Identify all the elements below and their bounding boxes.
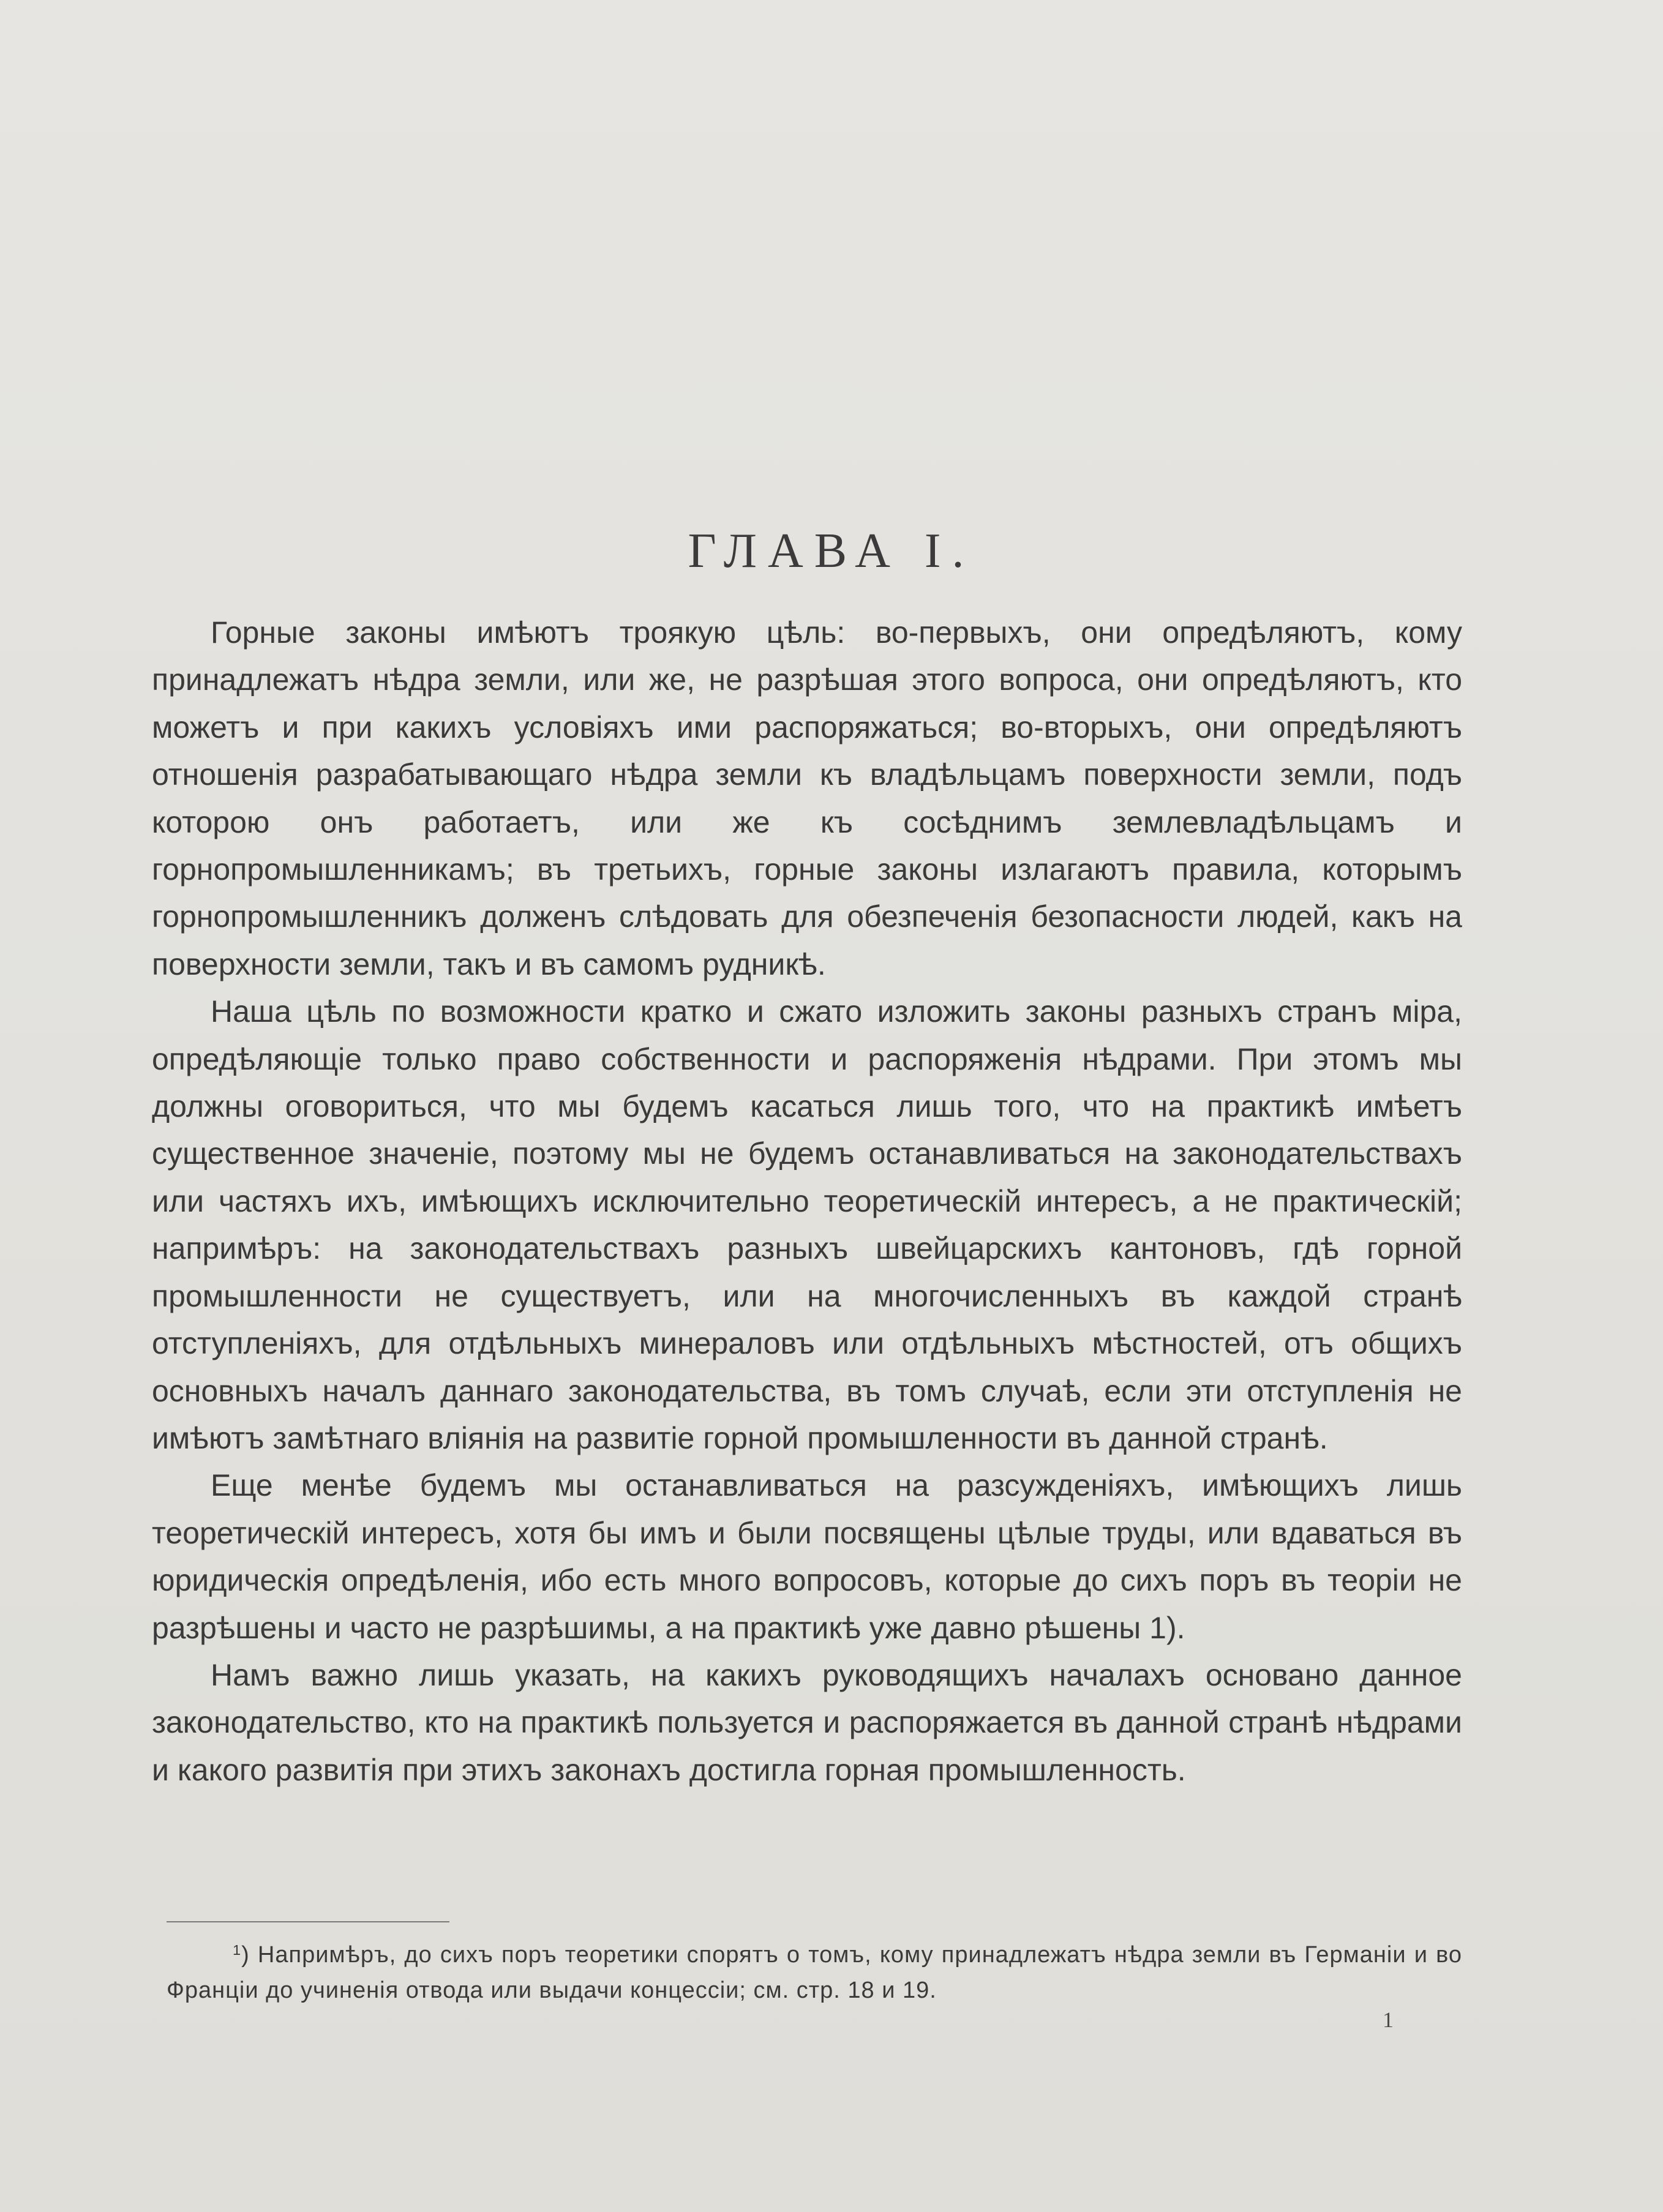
paragraph-3-text: Еще менѣе будемъ мы останавливаться на разсужденіяхъ, имѣющихъ лишь теоретическій интересъ, хотя бы имъ и были посвящены цѣлые труды, или вдаваться въ юридическія опредѣленія, ибо есть много вопросовъ, которые до сихъ поръ въ теоріи не разрѣшены и часто не разрѣшимы, а на практикѣ уже давно рѣшены — [152, 1468, 1462, 1645]
footnote — [167, 1937, 1462, 2008]
footnote-reference: 1). — [1149, 1610, 1185, 1645]
footnote-text: ) Напримѣръ, до сихъ поръ теоретики спорятъ о томъ, кому принадлежатъ нѣдра земли въ Германіи и во Франціи до учиненія отвода или выдачи концессіи; см. стр. 18 и 19. — [167, 1942, 1462, 2003]
chapter-body — [152, 609, 1462, 1794]
paragraph-1: Горные законы имѣютъ троякую цѣль: во-первыхъ, они опредѣляютъ, кому принадлежатъ нѣдра земли, или же, не разрѣшая этого вопроса, они опредѣляютъ, кто можетъ и при какихъ условіяхъ ими распоряжаться; во-вторыхъ, они опредѣляютъ отношенія разрабатывающаго нѣдра земли къ владѣльцамъ поверхности земли, подъ которою онъ работаетъ, или же къ сосѣднимъ землевладѣльцамъ и горнопромышленникамъ; въ третьихъ, горные законы излагаютъ правила, которымъ горнопромышленникъ долженъ слѣдовать для обезпеченія безопасности людей, какъ на поверхности земли, такъ и въ самомъ рудникѣ. — [152, 615, 1462, 981]
paragraph-2: Наша цѣль по возможности кратко и сжато изложить законы разныхъ странъ міра, опредѣляющіе только право собственности и распоряженія нѣдрами. При этомъ мы должны оговориться, что мы будемъ касаться лишь того, что на практикѣ имѣетъ существенное значеніе, поэтому мы не будемъ останавливаться на законодательствахъ или частяхъ ихъ, имѣющихъ исключительно теоретическій интересъ, а не практическій; напримѣръ: на законодательствахъ разныхъ швейцарскихъ кантоновъ, гдѣ горной промышленности не существуетъ, или на многочисленныхъ въ каждой странѣ отступленіяхъ, для отдѣльныхъ минераловъ или отдѣльныхъ мѣстностей, отъ общихъ основныхъ началъ даннаго законодательства, въ томъ случаѣ, если эти отступленія не имѣютъ замѣтнаго вліянія на развитіе горной промышленности въ данной странѣ. — [152, 994, 1462, 1455]
footnote-divider — [167, 1921, 449, 1922]
chapter-title: ГЛАВА I. — [688, 524, 975, 578]
paragraph-4: Намъ важно лишь указать, на какихъ руководящихъ началахъ основано данное законодательство, кто на практикѣ пользуется и распоряжается въ данной странѣ нѣдрами и какого развитія при этихъ законахъ достигла горная промышленность. — [152, 1657, 1462, 1787]
footnote-marker: 1 — [233, 1942, 242, 1959]
page-number: 1 — [1383, 2008, 1394, 2032]
paragraph-3 — [152, 1462, 1462, 1652]
